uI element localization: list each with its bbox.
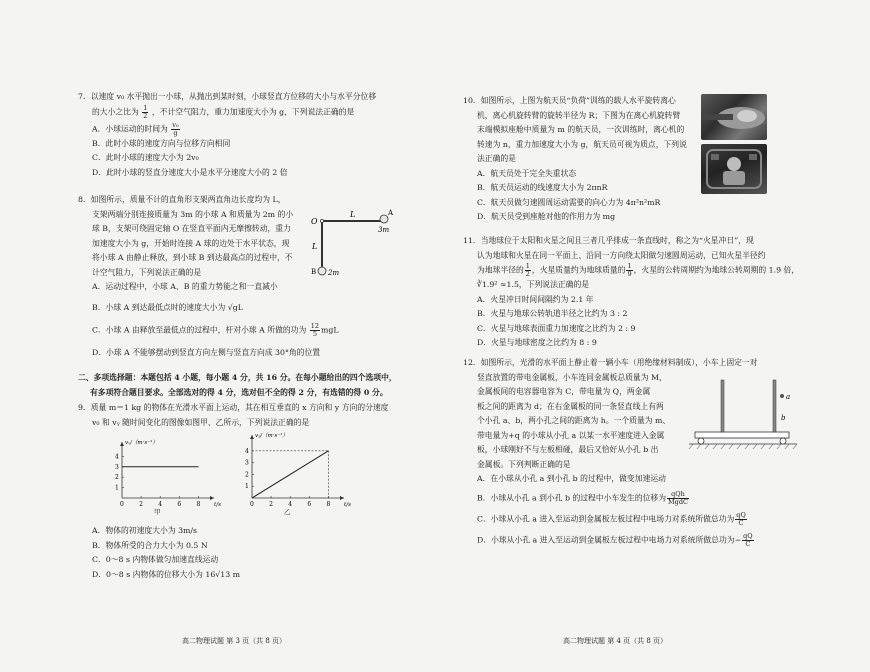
q8-line-3: 球 B，支架可绕固定轴 O 在竖直平面内无摩擦转动，重力 (92, 224, 291, 233)
q9-option-b: B．物体所受的合力大小为 0.5 N (92, 540, 208, 550)
q10-line-5: 法正确的是 (477, 154, 516, 163)
q10-option-d: D．航天员受到座舱对他的作用力为 mg (477, 212, 616, 221)
q7-line-1: 7．以速度 v₀ 水平抛出一小球，从抛出到某时刻，小球竖直方位移的大小与水平分位移 (78, 92, 377, 101)
q10-option-a: A．航天员处于完全失重状态 (477, 168, 577, 178)
q7-option-a (78, 122, 423, 137)
q11-f2-den: 9 (627, 270, 632, 278)
q12-option-d-minus: − (734, 535, 742, 544)
q9-option-a: A．物体的初速度大小为 3m/s (92, 526, 198, 535)
q12-option-d-text: D．小球从小孔 a 进入至运动到金属板左板过程中电场力对系统所做总功为 (477, 535, 735, 544)
page-3-footer: 高二物理试题 第 3 页（共 8 页） (182, 637, 287, 645)
graph-yi-x-arrow (340, 496, 344, 500)
q7-line-2a: 的大小之比为 (92, 107, 139, 116)
q10-line-2: 机，离心机旋转臂的旋转半径为 R；下图为在离心机旋转臂 (477, 110, 681, 120)
graph-yi-series-line-0 (252, 451, 328, 498)
q8-ball-a (380, 215, 388, 223)
q12-d-num: qQ (743, 531, 753, 540)
q7-option-c: C．此时小球的速度大小为 2v₀ (92, 153, 199, 162)
graph-yi-y-tick-label-4: 4 (245, 447, 249, 455)
graph-yi-y-arrow (250, 435, 254, 439)
q8-c-den: 5 (312, 330, 317, 338)
q12-option-d (463, 533, 863, 548)
q12-cart-figure (687, 374, 799, 452)
q10-option-b: B．航天员运动的线速度大小为 2πnR (477, 183, 608, 192)
q12-left-plate (721, 380, 724, 432)
graph-jia-x-tick-label-1: 2 (139, 501, 143, 508)
q11-radius-fraction (525, 263, 531, 278)
question-10 (463, 94, 738, 225)
graph-yi-x-axis-label: t/s (344, 502, 351, 508)
q8-label-b: B (311, 268, 317, 276)
graph-jia-y-tick-label-3: 3 (115, 463, 119, 471)
graph-yi-vy (230, 425, 350, 512)
q8-option-c-unit: mgL (321, 325, 339, 335)
q11-f2-num: 1 (627, 262, 632, 270)
q7-option-b: B．此时小球的速度方向与位移方向相同 (92, 138, 231, 148)
q12-line-1: 12．如图所示，光滑的水平面上静止着一辆小车（用绝缘材料制成），小车上固定一对 (463, 358, 758, 367)
q9-option-d: D．0～8 s 内物体的位移大小为 16√13 m (92, 569, 241, 579)
astronaut-cockpit-photo (701, 144, 767, 194)
q12-line-8: 金属板。下列判断正确的是 (477, 459, 571, 469)
q12-line-7: 板，小球刚好不与左板相碰，最后又恰好从小孔 b 出 (477, 445, 659, 454)
q8-line-1: 8．如图所示，质量不计的直角形支架两直角边长度均为 L， (78, 195, 286, 204)
q8-line-6: 计空气阻力，下列说法正确的是 (92, 267, 202, 277)
graph-yi-caption: 乙 (284, 508, 291, 516)
graph-jia-y-tick-label-1: 1 (115, 484, 119, 492)
q7-ratio-den: 2 (143, 111, 148, 120)
q12-option-b-text: B．小球从小孔 a 到小孔 b 的过程中小车发生的位移为 (477, 493, 667, 502)
question-12 (463, 356, 863, 548)
q7-ratio-fraction (142, 105, 148, 120)
page-4 (435, 0, 870, 672)
graph-jia-y-tick-label-2: 2 (115, 474, 119, 482)
q8-line-4: 加速度大小为 g，开始时连接 A 球的边处于水平状态，现 (92, 238, 290, 248)
q8-label-l-top: L (350, 210, 356, 219)
q12-option-d-fraction (742, 533, 754, 548)
q12-right-plate (773, 380, 776, 432)
q12-option-a: A．在小球从小孔 a 到小孔 b 的过程中，做变加速运动 (477, 474, 666, 483)
q8-ball-b (318, 267, 326, 275)
q12-d-den: C (745, 539, 751, 548)
q11-f1-den: 2 (525, 270, 530, 278)
graph-yi-x-tick-label-0: 0 (250, 501, 254, 508)
graph-jia-x-tick-label-4: 8 (196, 501, 201, 508)
q7-line-2b: ，不计空气阻力，重力加速度大小为 g，下列说法正确的是 (151, 107, 355, 116)
q8-option-c-fraction (310, 323, 320, 338)
graph-yi-x-tick-label-1: 2 (269, 501, 273, 508)
q12-line-6: 带电量为+q 的小球从小孔 a 以某一水平速度进入金属 (477, 430, 665, 440)
q8-c-num: 12 (310, 322, 320, 330)
q7-ratio-num: 1 (143, 103, 148, 112)
q11-option-a: A．火星冲日时间间隔约为 2.1 年 (477, 294, 594, 304)
q7-option-a-text: A．小球运动的时间为 (92, 124, 168, 133)
section-2-line-2: 有多项符合题目要求。全部选对的得 4 分，选对但不全的得 2 分，有选错的得 0 分。 (90, 387, 388, 397)
page-4-footer: 高二物理试题 第 4 页（共 8 页） (563, 637, 668, 645)
graph-yi-y-tick-label-2: 2 (245, 471, 249, 479)
q12-c-num: qQ (736, 510, 746, 519)
q12-option-b-fraction (667, 491, 689, 506)
q11-line-1: 11．当地球位于太阳和火星之间且三者几乎排成一条直线时，称之为“火星冲日”，现 (463, 236, 754, 245)
q12-wheel-left (698, 438, 704, 444)
q12-label-a: a (786, 393, 791, 401)
q9-option-c: C．0～8 s 内物体做匀加速直线运动 (92, 555, 219, 564)
q12-option-c (463, 512, 863, 527)
q12-cart-body (695, 432, 789, 438)
q12-line-2: 竖直放置的带电金属板，小车连同金属板总质量为 M， (477, 372, 667, 382)
graph-yi-x-tick-label-3: 6 (307, 501, 312, 508)
q12-line-5: 个小孔 a、b，两小孔之间的距离为 h。一个质量为 m、 (477, 416, 671, 425)
q12-ball (780, 394, 784, 398)
q11-mass-fraction (626, 263, 632, 278)
q12-c-den: C (738, 518, 744, 527)
q8-label-2m: 2m (328, 269, 340, 277)
q8-line-2: 支架两端分别连接质量为 3m 的小球 A 和质量为 2m 的小 (92, 209, 294, 219)
q8-pivot (320, 219, 323, 222)
section-2-line-1: 二、多项选择题：本题包括 4 小题，每小题 4 分，共 16 分。在每小题给出的四个选项中， (78, 373, 397, 382)
q8-label-o: O (311, 217, 318, 226)
q9-line-2: v₀ 和 vᵧ 随时间变化的图像如图甲、乙所示，下列说法正确的是 (92, 417, 310, 427)
q9-options (92, 524, 422, 582)
q8-option-d: D．小球 A 不能够摆动到竖直方向左侧与竖直方向成 30°角的位置 (92, 348, 321, 357)
q8-option-c (78, 323, 423, 338)
q7-option-a-fraction (171, 122, 179, 137)
q11-line-3c: ，火星的公转周期约为地球公转周期的 1.9 倍， (633, 265, 800, 275)
graph-jia-y-axis-label: vₓ/（m·s⁻¹） (125, 440, 158, 446)
q10-line-4: 转速为 n，重力加速度大小为 g，航天员可视为质点，下列说 (477, 139, 687, 149)
q9-line-1: 9．质量 m＝1 kg 的物体在光滑水平面上运动，其在相互垂直的 x 方向和 y 方向的分速度 (78, 403, 389, 412)
q7-line-2 (78, 105, 423, 120)
q8-line-5: 将小球 A 由静止释放，到小球 B 到达最高点的过程中，不 (92, 253, 293, 262)
graph-jia-x-tick-label-2: 4 (158, 501, 163, 508)
question-7 (78, 90, 423, 180)
q10-line-3: 末端模拟座舱中质量为 m 的航天员，一次训练时，离心机的 (477, 125, 685, 134)
q11-line-2: 认为地球和火星在同一平面上、沿同一方向绕太阳做匀速圆周运动，已知火星半径约 (477, 250, 766, 260)
q8-bracket-figure (308, 205, 400, 287)
q11-line-4: ∛1.9² ≈1.5，下列说法正确的是 (477, 280, 590, 289)
graph-jia-caption: 甲 (154, 508, 161, 516)
q8-option-c-text: C．小球 A 由释放至最低点的过程中，杆对小球 A 所做的功为 (92, 325, 307, 335)
q11-f1-num: 1 (525, 262, 530, 270)
q8-label-3m: 3m (378, 226, 390, 234)
q12-option-c-text: C．小球从小孔 a 进入至运动到金属板左板过程中电场力对系统所做总功为 (477, 514, 735, 523)
graph-jia-x-arrow (210, 496, 214, 500)
graph-jia-y-arrow (120, 442, 124, 446)
q12-label-b: b (781, 414, 786, 422)
q12-b-den: MgdC (668, 497, 688, 506)
q10-line-1: 10．如图所示，上图为航天员“负荷”训练的载人水平旋转离心 (463, 96, 676, 105)
centrifuge-arm-photo (701, 94, 767, 140)
graph-jia-x-tick-label-3: 6 (177, 501, 182, 508)
q11-option-c: C．火星与地球表面重力加速度之比约为 2 : 9 (477, 323, 636, 333)
graph-jia-y-tick-label-4: 4 (115, 453, 119, 461)
graph-yi-y-tick-label-1: 1 (245, 483, 249, 491)
q12-option-c-fraction (735, 512, 747, 527)
q8-label-l-side: L (312, 242, 318, 251)
graph-yi-x-tick-label-4: 8 (326, 501, 331, 508)
q11-option-b: B．火星与地球公转轨道半径之比约为 3 : 2 (477, 309, 628, 318)
q11-option-d: D．火星与地球密度之比约为 8 : 9 (477, 338, 597, 347)
graph-jia-x-tick-label-0: 0 (120, 501, 124, 508)
q12-ground-hatching (689, 444, 797, 449)
q11-line-3b: ，火星质量约为地球质量的 (531, 265, 626, 275)
q11-line-3a: 为地球半径的 (477, 265, 524, 275)
q8-label-a: A (388, 209, 394, 217)
graph-yi-x-tick-label-2: 4 (288, 501, 293, 508)
q10-option-c: C．航天员做匀速圆周运动需要的向心力为 4π²n²mR (477, 197, 661, 207)
graph-jia-x-axis-label: t/s (214, 502, 221, 508)
q7-a-den: g (173, 128, 178, 137)
q12-b-num: qQh (667, 491, 689, 499)
section-2-heading (78, 371, 423, 400)
q8-option-a: A．运动过程中，小球 A、B 的重力势能之和一直减小 (92, 282, 278, 291)
q12-line-3: 金属板间的电容器电容为 C，带电量为 Q，两金属 (477, 387, 651, 396)
q12-option-b (463, 491, 863, 506)
q11-line-3 (463, 263, 863, 278)
q7-option-d: D．此时小球的竖直分速度大小是水平分速度大小的 2 倍 (92, 167, 288, 177)
graph-yi-y-axis-label: vᵧ/（m·s⁻¹） (255, 433, 288, 439)
question-11 (463, 234, 863, 351)
q7-a-num: v₀ (172, 120, 179, 129)
q12-line-4: 板之间的距离为 d；在右金属板的同一条竖直线上有两 (477, 401, 664, 411)
graph-jia-vx (100, 432, 220, 512)
graph-yi-y-tick-label-3: 3 (245, 459, 249, 467)
q8-option-b: B．小球 A 到达最低点时的速度大小为 √gL (92, 302, 243, 312)
q12-wheel-right (780, 438, 786, 444)
